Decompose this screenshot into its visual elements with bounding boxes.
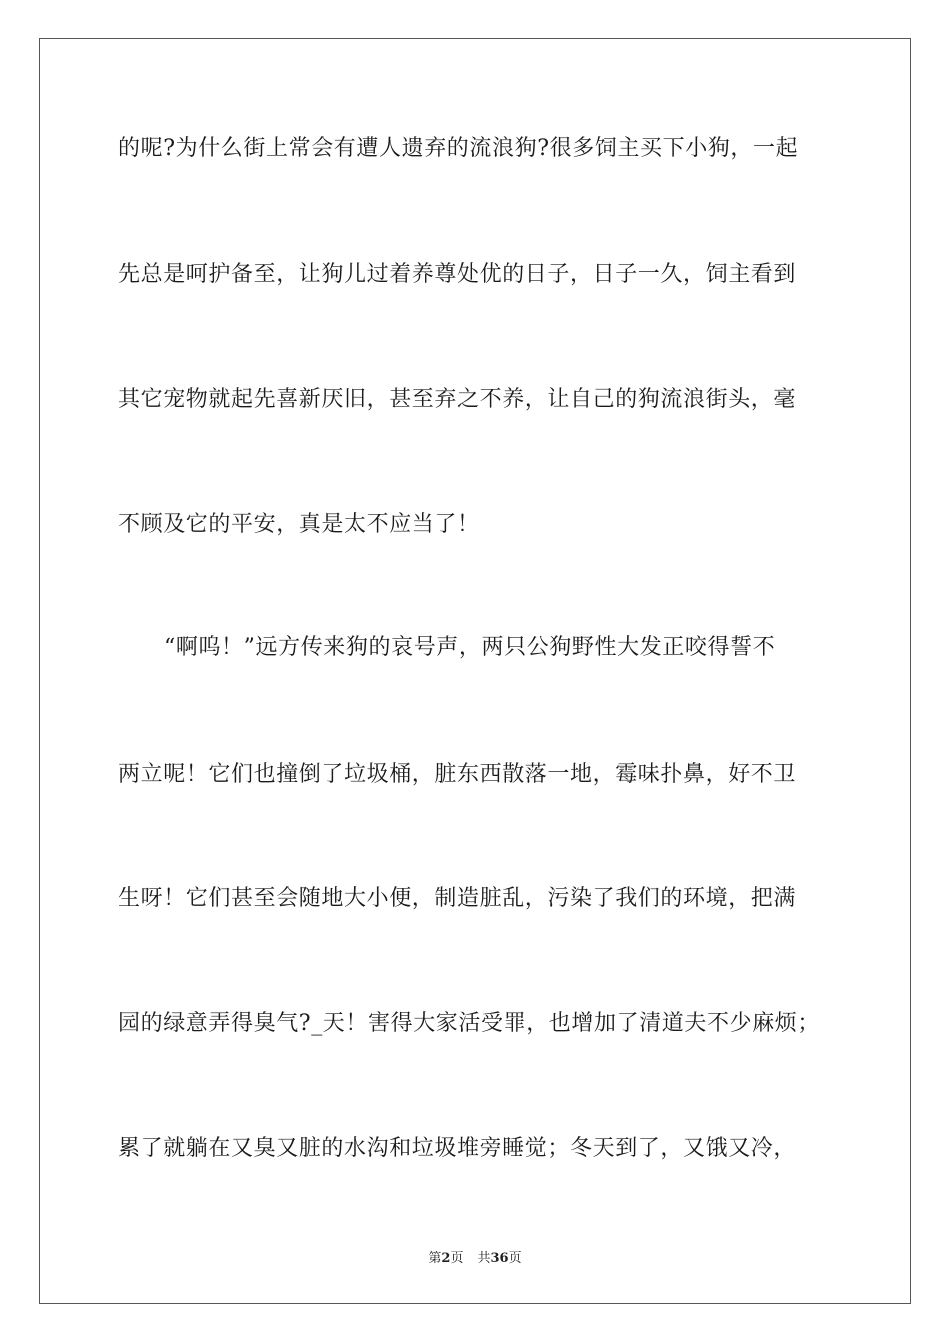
total-prefix: 共 [477,1251,491,1266]
page-suffix: 页 [450,1251,464,1266]
page-frame [39,38,911,1304]
current-page-number: 2 [441,1251,451,1266]
body-text-line: 园的绿意弄得臭气?_天！害得大家活受罪，也增加了清道夫不少麻烦； [118,1011,820,1036]
total-pages-number: 36 [490,1251,509,1266]
page-footer [0,1247,950,1266]
body-text-line: 累了就躺在又臭又脏的水沟和垃圾堆旁睡觉；冬天到了，又饿又冷， [118,1136,797,1161]
total-suffix: 页 [508,1251,522,1266]
body-text-line: 两立呢！它们也撞倒了垃圾桶，脏东西散落一地，霉味扑鼻，好不卫 [118,762,797,787]
body-text-line: 生呀！它们甚至会随地大小便，制造脏乱，污染了我们的环境，把满 [118,886,797,911]
body-text-line: “啊呜！”远方传来狗的哀号声，两只公狗野性大发正咬得誓不 [164,635,776,660]
page-prefix: 第 [428,1251,442,1266]
body-text-line: 先总是呵护备至，让狗儿过着养尊处优的日子，日子一久，饲主看到 [118,262,797,287]
body-text-line: 其它宠物就起先喜新厌旧，甚至弃之不养，让自己的狗流浪街头，毫 [118,387,797,412]
body-text-line: 的呢?为什么街上常会有遭人遗弃的流浪狗?很多饲主买下小狗，一起 [118,136,799,161]
body-text-line: 不顾及它的平安，真是太不应当了！ [118,512,480,537]
